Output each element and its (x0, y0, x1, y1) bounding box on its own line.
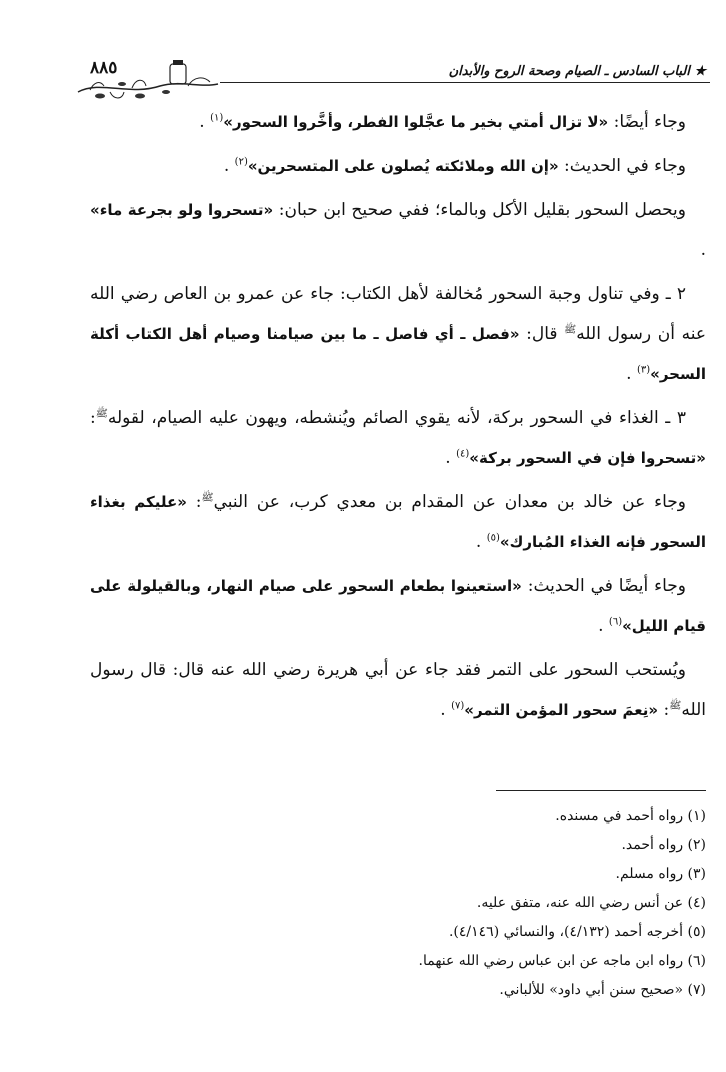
hadith-quote: «تسحروا فإن في السحور بركة» (469, 449, 706, 467)
footnote-6: (٦) رواه ابن ماجه عن ابن عباس رضي الله عنهما. (418, 953, 706, 969)
paragraph-text: : (658, 700, 670, 720)
footnote-1: (١) رواه أحمد في مسنده. (555, 808, 706, 824)
footnote-ref[interactable]: (١) (210, 112, 224, 124)
pbuh-glyph: ﷺ (564, 324, 577, 336)
footnote-rule (496, 790, 706, 791)
paragraph-text: : (186, 492, 202, 512)
paragraph-3: ويحصل السحور بقليل الأكل وبالماء؛ ففي صحيح ابن حبان: «تسحروا ولو بجرعة ماء» . (90, 200, 706, 260)
page-header (70, 56, 710, 96)
pbuh-glyph: ﷺ (95, 408, 108, 420)
footnote-5: (٥) أخرجه أحمد (٤/١٣٢)، والنسائي (٤/١٤٦). (448, 924, 706, 940)
footnote-7: (٧) «صحيح سنن أبي داود» للألباني. (499, 982, 706, 998)
page-number: ٨٨٥ (90, 58, 118, 78)
paragraph-text: قال: (519, 324, 565, 344)
paragraph-text: وجاء في الحديث: (558, 156, 686, 176)
paragraph-text: ويُستحب السحور على التمر فقد جاء عن أبي هريرة رضي الله عنه قال: قال رسول الله (90, 660, 706, 720)
pbuh-glyph: ﷺ (201, 492, 214, 504)
paragraph-4: ٢ ـ وفي تناول وجبة السحور مُخالفة لأهل الكتاب: جاء عن عمرو بن العاص رضي الله عنه أن رسول الله$^ﷺ$ قال: «فصل ـ أي فاصل ـ ما بين صيامنا وصيام أهل الكتاب أكلة السحر»$^{(٣)}$ . (90, 284, 706, 384)
paragraph-text: : (90, 408, 96, 428)
hadith-quote: «فصل ـ أي فاصل ـ ما بين صيامنا وصيام أهل الكتاب أكلة السحر» (90, 325, 706, 383)
paragraph-7: وجاء أيضًا في الحديث: «استعينوا بطعام السحور على صيام النهار، وبالقيلولة على قيام الليل»$^{(٦)}$ . (90, 576, 706, 636)
paragraph-5: ٣ ـ الغذاء في السحور بركة، لأنه يقوي الصائم ويُنشطه، ويهون عليه الصيام، لقوله$^ﷺ$: «تسحروا فإن في السحور بركة»$^{(٤)}$ . (90, 408, 706, 468)
paragraph-text: وجاء عن خالد بن معدان عن المقدام بن معدي كرب، عن النبي (213, 492, 686, 512)
hadith-quote: «استعينوا بطعام السحور على صيام النهار، وبالقيلولة على قيام الليل» (90, 577, 706, 635)
paragraph-6: وجاء عن خالد بن معدان عن المقدام بن معدي كرب، عن النبي$^ﷺ$: «عليكم بغذاء السحور فإنه الغذاء المُبارك»$^{(٥)}$ . (90, 492, 706, 552)
hadith-quote: «تسحروا ولو بجرعة ماء» (90, 201, 274, 219)
footnote-ref[interactable]: (٦) (608, 616, 623, 628)
footnote-2: (٢) رواه أحمد. (621, 837, 706, 853)
hadith-quote: «لا تزال أمتي بخير ما عجَّلوا الفطر، وأخَّروا السحور» (223, 113, 609, 131)
paragraph-text: ٣ ـ الغذاء في السحور بركة، لأنه يقوي الصائم ويُنشطه، ويهون عليه الصيام، لقوله (107, 408, 686, 428)
paragraph-8: ويُستحب السحور على التمر فقد جاء عن أبي هريرة رضي الله عنه قال: قال رسول الله$^ﷺ$: «نِعمَ سحور المؤمن التمر»$^{(٧)}$ . (90, 660, 706, 720)
footnote-ref[interactable]: (٥) (486, 532, 500, 544)
footnote-ref[interactable]: (٧) (451, 700, 465, 712)
pbuh-glyph: ﷺ (669, 700, 682, 712)
chapter-title: ★ الباب السادس ـ الصيام وصحة الروح والأبدان (448, 64, 706, 79)
paragraph-text: ويحصل السحور بقليل الأكل وبالماء؛ ففي صحيح ابن حبان: (273, 200, 686, 220)
paragraph-2: وجاء في الحديث: «إن الله وملائكته يُصلون على المتسحرين»$^{(٢)}$ . (223, 156, 686, 176)
footnote-ref[interactable]: (٢) (234, 156, 248, 168)
footnote-ref[interactable]: (٤) (456, 448, 470, 460)
paragraph-text: وجاء أيضًا في الحديث: (521, 576, 686, 596)
footnote-ref[interactable]: (٣) (636, 364, 651, 376)
paragraph-text: وجاء أيضًا: (608, 112, 686, 132)
hadith-quote: «عليكم بغذاء السحور فإنه الغذاء المُبارك» (90, 493, 706, 551)
main-text (90, 102, 706, 734)
hadith-quote: «إن الله وملائكته يُصلون على المتسحرين» (247, 157, 559, 175)
footnote-3: (٣) رواه مسلم. (615, 866, 706, 882)
header-rule (220, 82, 710, 83)
footnote-4: (٤) عن أنس رضي الله عنه، متفق عليه. (476, 895, 706, 911)
paragraph-text: ٢ ـ وفي تناول وجبة السحور مُخالفة لأهل الكتاب: جاء عن عمرو بن العاص رضي الله عنه أن رسول الله (90, 284, 706, 344)
footnotes (106, 802, 706, 1005)
paragraph-1: وجاء أيضًا: «لا تزال أمتي بخير ما عجَّلوا الفطر، وأخَّروا السحور»$^{(١)}$ . (199, 112, 686, 132)
hadith-quote: «نِعمَ سحور المؤمن التمر» (464, 701, 659, 719)
